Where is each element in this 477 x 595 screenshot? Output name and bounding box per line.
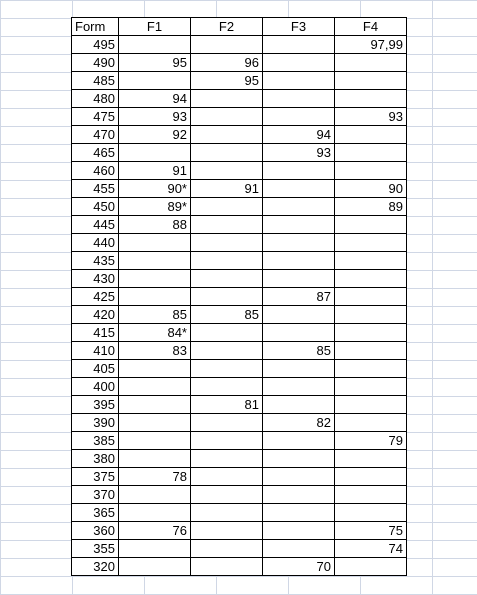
cell-f1[interactable]: 94 [119,90,191,108]
cell-f4[interactable] [335,468,407,486]
cell-f2[interactable] [191,486,263,504]
cell-f4[interactable]: 75 [335,522,407,540]
cell-form[interactable]: 370 [72,486,119,504]
cell-f2[interactable] [191,108,263,126]
table-row [72,180,407,198]
cell-form[interactable]: 410 [72,342,119,360]
table-row [72,342,407,360]
spreadsheet-table [71,17,407,576]
cell-f4[interactable] [335,252,407,270]
cell-f3[interactable] [263,540,335,558]
table-row [72,162,407,180]
cell-f1[interactable] [119,378,191,396]
cell-form[interactable]: 365 [72,504,119,522]
table-row [72,252,407,270]
cell-form[interactable]: 490 [72,54,119,72]
cell-f3[interactable] [263,378,335,396]
cell-f4[interactable] [335,414,407,432]
cell-f2[interactable] [191,126,263,144]
cell-f3[interactable] [263,180,335,198]
cell-f1[interactable] [119,540,191,558]
cell-form[interactable]: 470 [72,126,119,144]
table-row [72,54,407,72]
cell-f4[interactable] [335,72,407,90]
cell-form[interactable]: 485 [72,72,119,90]
cell-f2[interactable] [191,144,263,162]
cell-f1[interactable] [119,36,191,54]
cell-f2[interactable] [191,522,263,540]
table-row [72,270,407,288]
cell-form[interactable]: 415 [72,324,119,342]
cell-f4[interactable] [335,342,407,360]
cell-f4[interactable] [335,360,407,378]
table-row [72,378,407,396]
cell-f1[interactable] [119,252,191,270]
cell-f1[interactable] [119,558,191,576]
cell-f3[interactable]: 94 [263,126,335,144]
cell-f4[interactable] [335,216,407,234]
cell-f3[interactable] [263,72,335,90]
cell-f1[interactable] [119,72,191,90]
table-row [72,144,407,162]
cell-form[interactable]: 390 [72,414,119,432]
cell-f4[interactable]: 89 [335,198,407,216]
cell-f4[interactable] [335,486,407,504]
cell-f1[interactable]: 85 [119,306,191,324]
cell-f1[interactable] [119,288,191,306]
cell-f3[interactable]: 70 [263,558,335,576]
table-row [72,558,407,576]
cell-f1[interactable]: 83 [119,342,191,360]
cell-f3[interactable] [263,450,335,468]
cell-f4[interactable] [335,378,407,396]
table-row [72,432,407,450]
cell-f1[interactable] [119,270,191,288]
cell-f2[interactable] [191,324,263,342]
table-row [72,522,407,540]
cell-f3[interactable] [263,522,335,540]
cell-f1[interactable] [119,360,191,378]
cell-form[interactable]: 400 [72,378,119,396]
cell-f4[interactable] [335,270,407,288]
cell-f3[interactable] [263,504,335,522]
table-row [72,198,407,216]
cell-f4[interactable]: 79 [335,432,407,450]
cell-f3[interactable] [263,306,335,324]
table-row [72,90,407,108]
cell-f1[interactable]: 90* [119,180,191,198]
cell-form[interactable]: 355 [72,540,119,558]
cell-f2[interactable] [191,90,263,108]
cell-f1[interactable]: 91 [119,162,191,180]
header-cell-f4[interactable]: F4 [335,18,407,36]
cell-f4[interactable] [335,54,407,72]
cell-f2[interactable] [191,270,263,288]
cell-form[interactable]: 455 [72,180,119,198]
cell-form[interactable]: 435 [72,252,119,270]
cell-f4[interactable] [335,558,407,576]
table-row [72,414,407,432]
cell-f1[interactable] [119,432,191,450]
table-row [72,126,407,144]
cell-f2[interactable]: 91 [191,180,263,198]
cell-form[interactable]: 360 [72,522,119,540]
cell-f1[interactable] [119,414,191,432]
cell-form[interactable]: 445 [72,216,119,234]
cell-f3[interactable] [263,432,335,450]
cell-f2[interactable] [191,540,263,558]
cell-form[interactable]: 405 [72,360,119,378]
cell-f2[interactable] [191,360,263,378]
table-body [72,18,407,576]
cell-form[interactable]: 460 [72,162,119,180]
cell-f3[interactable] [263,36,335,54]
cell-f3[interactable] [263,90,335,108]
cell-f1[interactable]: 93 [119,108,191,126]
cell-f3[interactable] [263,54,335,72]
cell-form[interactable]: 425 [72,288,119,306]
table-row [72,396,407,414]
cell-f2[interactable]: 95 [191,72,263,90]
cell-form[interactable]: 475 [72,108,119,126]
cell-f4[interactable] [335,162,407,180]
cell-form[interactable]: 440 [72,234,119,252]
cell-f3[interactable] [263,396,335,414]
cell-f1[interactable]: 95 [119,54,191,72]
cell-form[interactable]: 380 [72,450,119,468]
cell-f3[interactable]: 93 [263,144,335,162]
table-row [72,540,407,558]
header-row [72,18,407,36]
cell-f3[interactable]: 85 [263,342,335,360]
cell-f4[interactable]: 90 [335,180,407,198]
cell-form[interactable]: 480 [72,90,119,108]
cell-f2[interactable] [191,468,263,486]
cell-f2[interactable] [191,216,263,234]
cell-f4[interactable] [335,396,407,414]
table-row [72,504,407,522]
cell-form[interactable]: 395 [72,396,119,414]
cell-f3[interactable] [263,108,335,126]
cell-f4[interactable]: 93 [335,108,407,126]
cell-f1[interactable] [119,144,191,162]
cell-f2[interactable] [191,432,263,450]
cell-f3[interactable] [263,360,335,378]
cell-f3[interactable] [263,162,335,180]
table-row [72,324,407,342]
table-row [72,108,407,126]
cell-f4[interactable] [335,324,407,342]
cell-f3[interactable] [263,198,335,216]
cell-f2[interactable]: 96 [191,54,263,72]
cell-f4[interactable] [335,144,407,162]
cell-form[interactable]: 450 [72,198,119,216]
cell-f3[interactable]: 82 [263,414,335,432]
cell-f4[interactable] [335,234,407,252]
cell-form[interactable]: 385 [72,432,119,450]
cell-f3[interactable] [263,234,335,252]
table-row [72,450,407,468]
cell-f4[interactable] [335,504,407,522]
table-row [72,486,407,504]
cell-f2[interactable] [191,378,263,396]
table-row [72,360,407,378]
cell-f1[interactable]: 88 [119,216,191,234]
cell-f4[interactable] [335,288,407,306]
cell-f1[interactable]: 84* [119,324,191,342]
cell-f3[interactable] [263,270,335,288]
table-row [72,72,407,90]
cell-f2[interactable] [191,414,263,432]
cell-form[interactable]: 495 [72,36,119,54]
table-row [72,216,407,234]
cell-f1[interactable] [119,450,191,468]
cell-f3[interactable]: 87 [263,288,335,306]
cell-f1[interactable] [119,504,191,522]
cell-f2[interactable] [191,36,263,54]
cell-f3[interactable] [263,468,335,486]
cell-form[interactable]: 430 [72,270,119,288]
cell-f4[interactable] [335,90,407,108]
cell-f2[interactable] [191,558,263,576]
table-row [72,468,407,486]
cell-f3[interactable] [263,252,335,270]
cell-form[interactable]: 375 [72,468,119,486]
cell-f3[interactable] [263,486,335,504]
cell-f2[interactable]: 85 [191,306,263,324]
cell-f2[interactable] [191,198,263,216]
table-row [72,288,407,306]
cell-f1[interactable]: 76 [119,522,191,540]
cell-f1[interactable] [119,396,191,414]
table-row [72,306,407,324]
cell-f1[interactable]: 89* [119,198,191,216]
cell-f3[interactable] [263,216,335,234]
cell-f2[interactable] [191,234,263,252]
cell-f2[interactable] [191,450,263,468]
header-cell-f1[interactable]: F1 [119,18,191,36]
cell-form[interactable]: 465 [72,144,119,162]
cell-f4[interactable]: 97,99 [335,36,407,54]
cell-f1[interactable]: 78 [119,468,191,486]
cell-f1[interactable] [119,234,191,252]
cell-f2[interactable] [191,162,263,180]
cell-f3[interactable] [263,324,335,342]
cell-f2[interactable] [191,288,263,306]
table-row [72,36,407,54]
cell-f2[interactable] [191,342,263,360]
cell-f4[interactable] [335,450,407,468]
cell-f4[interactable] [335,306,407,324]
cell-f2[interactable]: 81 [191,396,263,414]
cell-f2[interactable] [191,504,263,522]
cell-form[interactable]: 320 [72,558,119,576]
header-cell-f3[interactable]: F3 [263,18,335,36]
cell-f1[interactable]: 92 [119,126,191,144]
cell-f4[interactable]: 74 [335,540,407,558]
cell-f4[interactable] [335,126,407,144]
cell-form[interactable]: 420 [72,306,119,324]
table-row [72,234,407,252]
header-cell-form[interactable]: Form [72,18,119,36]
cell-f2[interactable] [191,252,263,270]
header-cell-f2[interactable]: F2 [191,18,263,36]
cell-f1[interactable] [119,486,191,504]
